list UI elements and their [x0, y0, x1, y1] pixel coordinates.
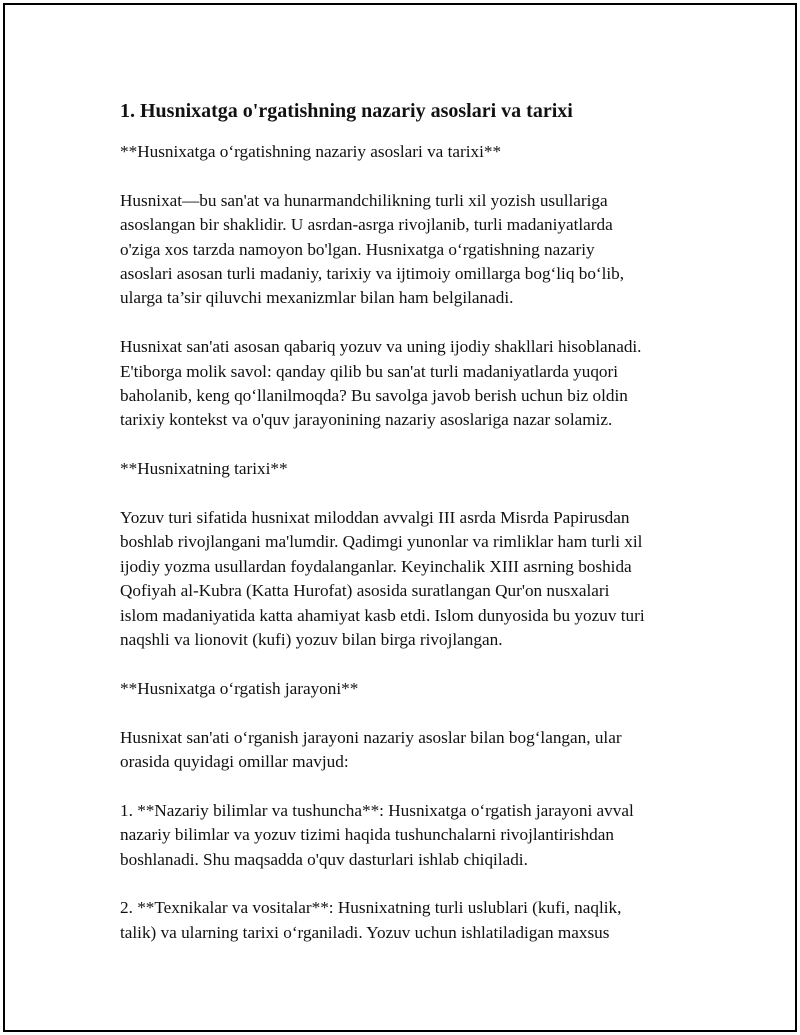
paragraph: Husnixat san'ati asosan qabariq yozuv va uning ijodiy shakllari hisoblanadi. E'tiborga molik savol: qanday qilib bu san'at turli madaniyatlarda yuqori baholanib, keng qo‘llanilmoqda? Bu savolga javob berish uchun biz oldin tarixiy kontekst va o'quv jarayonining nazariy asoslariga nazar solamiz.: [120, 337, 642, 430]
paragraph: Yozuv turi sifatida husnixat miloddan avvalgi III asrda Misrda Papirusdan boshlab rivojlangani ma'lumdir. Qadimgi yunonlar va rimliklar ham turli xil ijodiy yozma usullardan foydalanganlar. Keyinchalik XIII asrning boshida Qofiyah al-Kubra (Katta Hurofat) asosida suratlangan Qur'on nusxalari islom madaniyatida katta ahamiyat kasb etdi. Islom dunyosida bu yozuv turi naqshli va lionovit (kufi) yozuv bilan birga rivojlangan.: [120, 508, 645, 650]
document-page: [3, 3, 797, 1032]
document-title: 1. Husnixatga o'rgatishning nazariy asoslari va tarixi: [120, 100, 573, 122]
section-subtitle: **Husnixatga o‘rgatishning nazariy asoslari va tarixi**: [120, 142, 502, 161]
paragraph: Husnixat san'ati o‘rganish jarayoni nazariy asoslar bilan bog‘langan, ular orasida quyidagi omillar mavjud:: [120, 727, 622, 772]
paragraph: Husnixat—bu san'at va hunarmandchilikning turli xil yozish usullariga asoslangan bir shaklidir. U asrdan-asrga rivojlanib, turli madaniyatlarda o'ziga xos tarzda namoyon bo'lgan. Husnixatga o‘rgatishning nazariy asoslari asosan turli madaniy, tarixiy va ijtimoiy omillarga bog‘liq bo‘lib, ularga ta’sir qiluvchi mexanizmlar bilan ham belgilanadi.: [120, 190, 625, 308]
list-item: 2. **Texnikalar va vositalar**: Husnixatning turli uslublari (kufi, naqlik, talik) va ularning tarixi o‘rganiladi. Yozuv uchun ishlatiladigan maxsus: [120, 898, 622, 942]
list-item: 1. **Nazariy bilimlar va tushuncha**: Husnixatga o‘rgatish jarayoni avval nazariy bilimlar va yozuv tizimi haqida tushunchalarni rivojlantirishdan boshlanadi. Shu maqsadda o'quv dasturlari ishlab chiqiladi.: [120, 800, 634, 869]
document-body: [120, 98, 690, 970]
section-heading: **Husnixatga o‘rgatish jarayoni**: [120, 678, 359, 698]
section-heading: **Husnixatning tarixi**: [120, 459, 288, 479]
